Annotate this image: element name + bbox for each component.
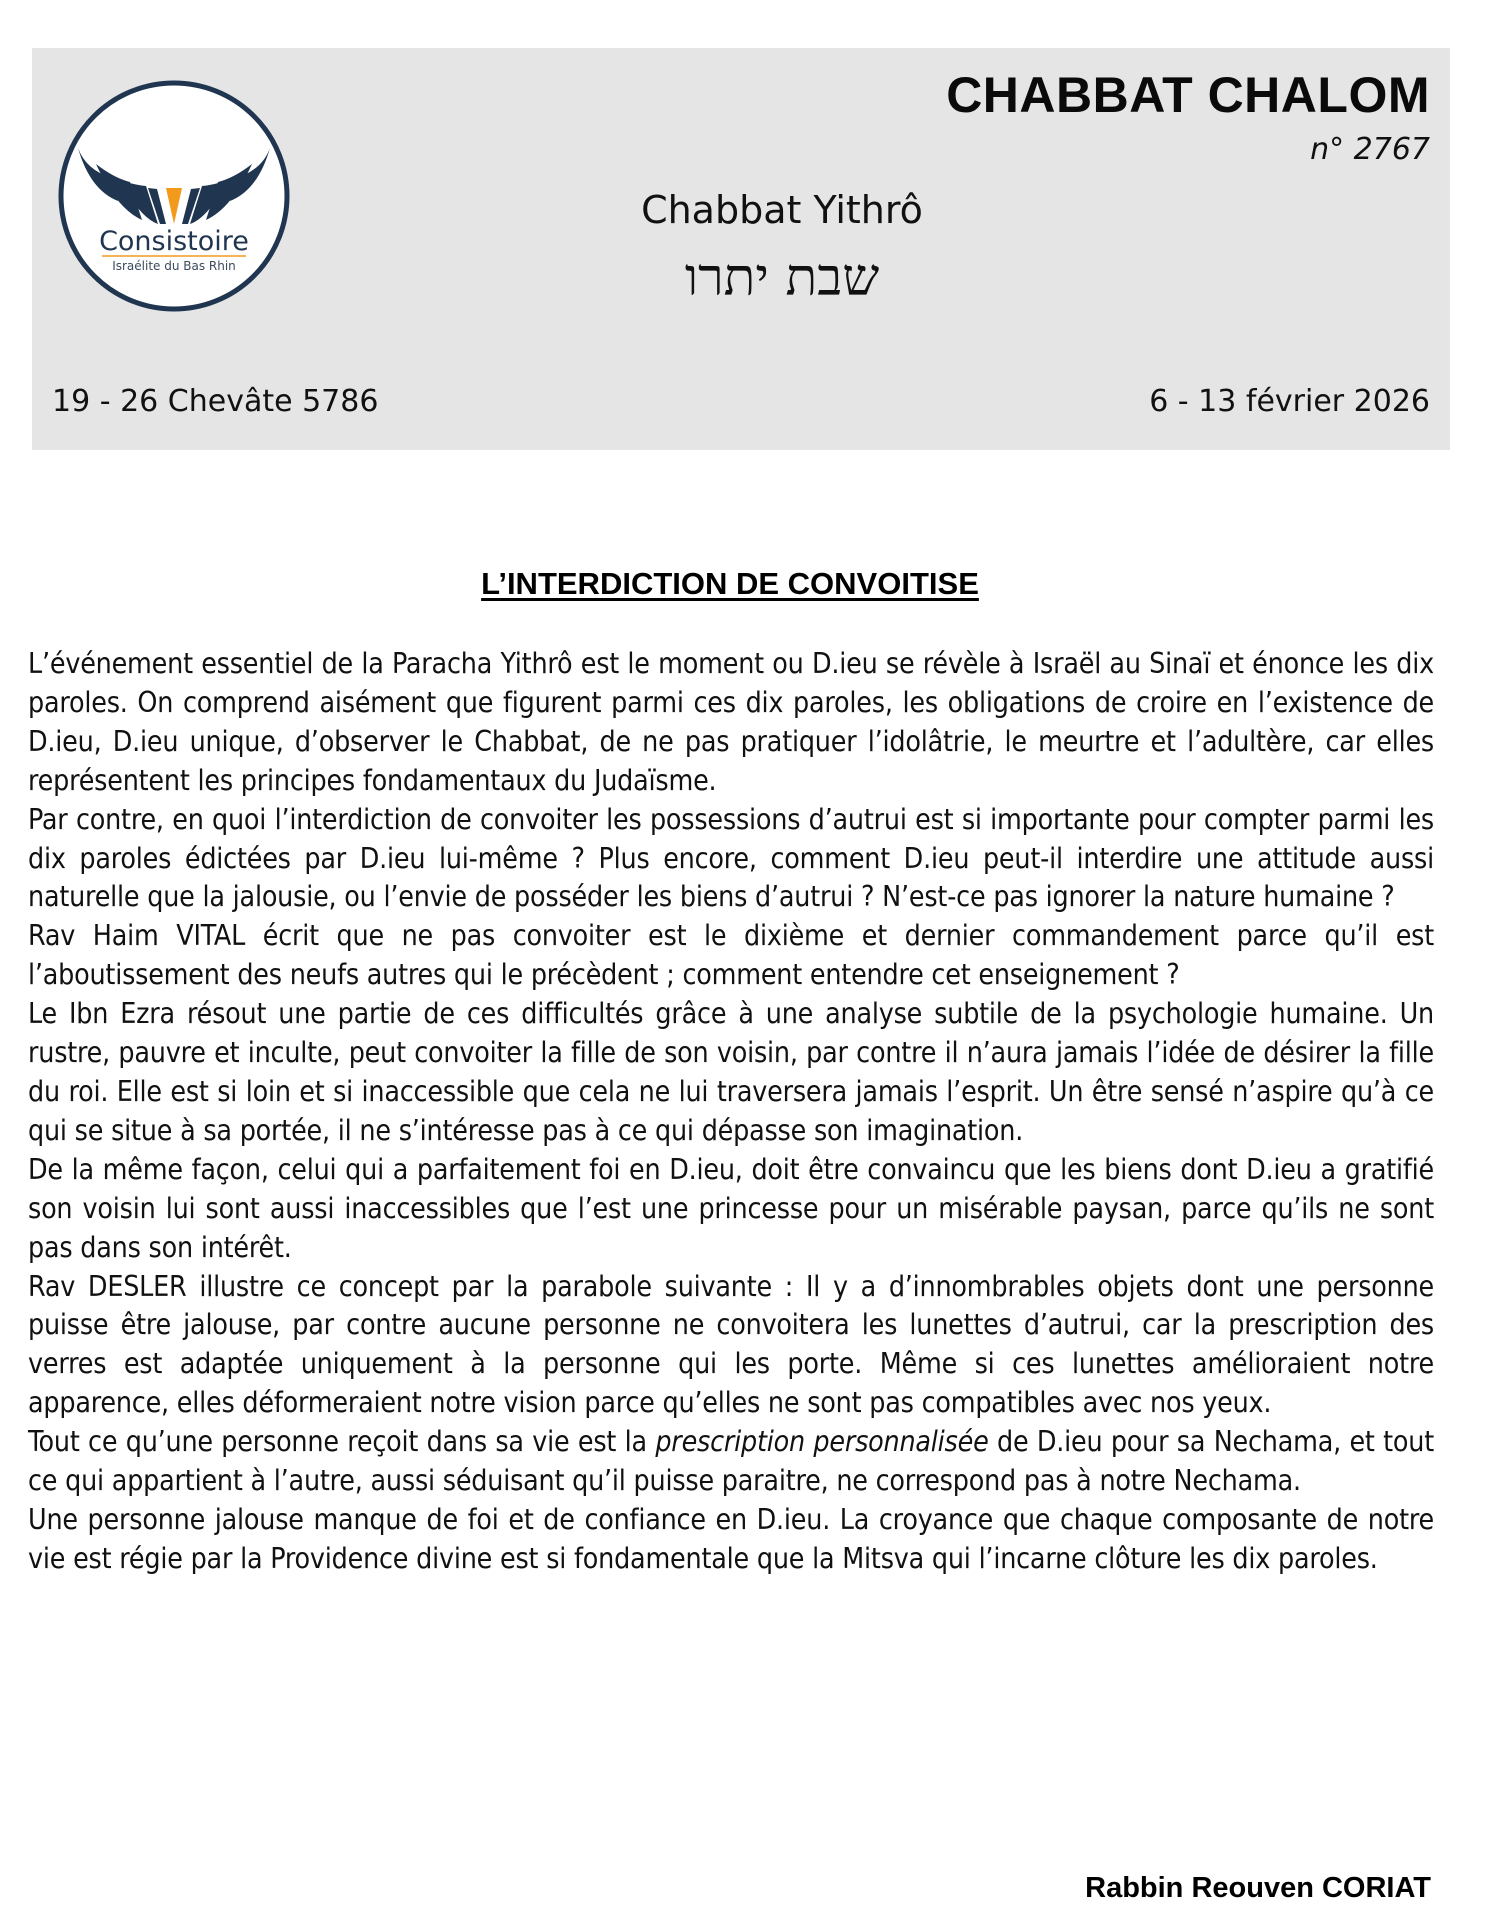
paragraph bbox=[28, 1423, 1434, 1501]
parasha-name-hebrew: שבת יתרו bbox=[684, 248, 880, 308]
emphasis-text: prescription personnalisée bbox=[655, 1425, 989, 1459]
parasha-name: Chabbat Yithrô bbox=[641, 188, 923, 232]
paragraph: Par contre, en quoi l’interdiction de convoiter les possessions d’autrui est si importante pour compter parmi les dix paroles édictées par D.ieu lui-même ? Plus encore, comment D.ieu peut-il interdire une attitude aussi naturelle que la jalousie, ou l’envie de posséder les biens d’autrui ? N’est-ce pas ignorer la nature humaine ? bbox=[28, 802, 1434, 914]
paragraph: De la même façon, celui qui a parfaitement foi en D.ieu, doit être convaincu que les biens dont D.ieu a gratifié son voisin lui sont aussi inaccessibles que l’est une princesse pour un misérable paysan, parce qu’ils ne sont pas dans son intérêt. bbox=[28, 1152, 1434, 1264]
author-signature: Rabbin Reouven CORIAT bbox=[1085, 1872, 1431, 1904]
paragraph: Rav Haim VITAL écrit que ne pas convoiter est le dixième et dernier commandement parce qu’il est l’aboutissement des neufs autres qui le précèdent ; comment entendre cet enseignement ? bbox=[28, 919, 1434, 992]
article-body bbox=[28, 645, 1434, 1579]
logo-name: Consistoire bbox=[99, 226, 249, 257]
newsletter-title: CHABBAT CHALOM bbox=[946, 67, 1430, 123]
issue-number: n° 2767 bbox=[1310, 132, 1430, 167]
paragraph: Une personne jalouse manque de foi et de confiance en D.ieu. La croyance que chaque composante de notre vie est régie par la Providence divine est si fondamentale que la Mitsva qui l’incarne clôture les dix paroles. bbox=[28, 1502, 1434, 1575]
hebrew-date: 19 - 26 Chevâte 5786 bbox=[52, 384, 379, 419]
gregorian-date: 6 - 13 février 2026 bbox=[1149, 384, 1430, 419]
paragraph-text: Tout ce qu’une personne reçoit dans sa vie est la bbox=[28, 1425, 656, 1459]
logo-subtitle: Israélite du Bas Rhin bbox=[112, 259, 236, 273]
consistoire-logo bbox=[56, 78, 292, 314]
masthead bbox=[32, 48, 1450, 450]
paragraph: Le Ibn Ezra résout une partie de ces difficultés grâce à une analyse subtile de la psychologie humaine. Un rustre, pauvre et inculte, peut convoiter la fille de son voisin, par contre il n’aura jamais l’idée de désirer la fille du roi. Elle est si loin et si inaccessible que cela ne lui traversera jamais l’esprit. Un être sensé n’aspire qu’à ce qui se situe à sa portée, il ne s’intéresse pas à ce qui dépasse son imagination. bbox=[28, 997, 1434, 1147]
paragraph: Rav DESLER illustre ce concept par la parabole suivante : Il y a d’innombrables objets dont une personne puisse être jalouse, par contre aucune personne ne convoitera les lunettes d’autrui, car la prescription des verres est adaptée uniquement à la personne qui les porte. Même si ces lunettes amélioraient notre apparence, elles déformeraient notre vision parce qu’elles ne sont pas compatibles avec nos yeux. bbox=[28, 1269, 1434, 1420]
paragraph-text: de D.ieu pour sa Nechama, et tout ce qui appartient à l’autre, aussi séduisant qu’il puisse paraitre, ne correspond pas à notre Nechama. bbox=[28, 1425, 1434, 1498]
article-title: L’INTERDICTION DE CONVOITISE bbox=[481, 566, 979, 601]
paragraph: L’événement essentiel de la Paracha Yithrô est le moment ou D.ieu se révèle à Israël au Sinaï et énonce les dix paroles. On comprend aisément que figurent parmi ces dix paroles, les obligations de croire en l’existence de D.ieu, D.ieu unique, d’observer le Chabbat, de ne pas pratiquer l’idolâtrie, le meurtre et l’adultère, car elles représentent les principes fondamentaux du Judaïsme. bbox=[28, 647, 1434, 797]
